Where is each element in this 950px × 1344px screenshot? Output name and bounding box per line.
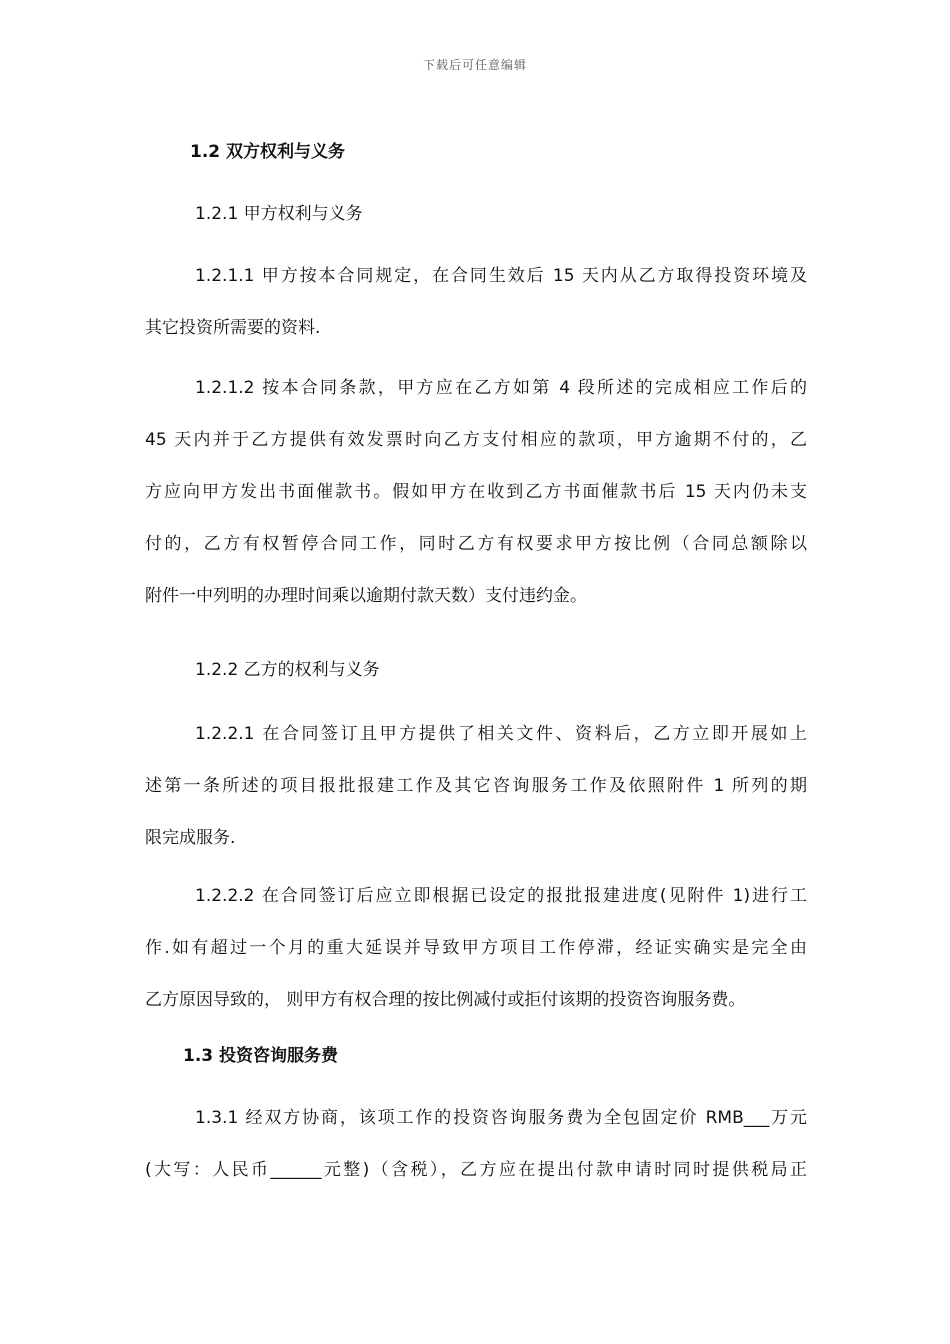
- paragraph-line: 其它投资所需要的资料.: [145, 318, 321, 338]
- paragraph-line: 1.3.1 经双方协商，该项工作的投资咨询服务费为全包固定价 RMB___万元: [195, 1108, 807, 1128]
- paragraph-line: 45 天内并于乙方提供有效发票时向乙方支付相应的款项，甲方逾期不付的，乙: [145, 430, 807, 450]
- paragraph-1-2-2-1: [145, 720, 807, 876]
- paragraph-line: 付的，乙方有权暂停合同工作，同时乙方有权要求甲方按比例（合同总额除以: [145, 534, 807, 554]
- paragraph-line: 1.2.1.1 甲方按本合同规定，在合同生效后 15 天内从乙方取得投资环境及: [195, 266, 807, 286]
- paragraph-1-2-1-1: [145, 262, 807, 366]
- paragraph-line: 乙方原因导致的， 则甲方有权合理的按比例减付或拒付该期的投资咨询服务费。: [145, 990, 746, 1010]
- paragraph-line: 方应向甲方发出书面催款书。假如甲方在收到乙方书面催款书后 15 天内仍未支: [145, 482, 807, 502]
- paragraph-line: (大写：人民币______元整)（含税），乙方应在提出付款申请时同时提供税局正: [145, 1160, 807, 1180]
- paragraph-line: 作.如有超过一个月的重大延误并导致甲方项目工作停滞，经证实确实是完全由: [145, 938, 807, 958]
- section-heading-1-2: 1.2 双方权利与义务: [190, 142, 346, 162]
- section-heading-1-2-1: 1.2.1 甲方权利与义务: [195, 204, 363, 224]
- paragraph-1-2-2-2: [145, 882, 807, 1038]
- paragraph-line: 1.2.1.2 按本合同条款，甲方应在乙方如第 4 段所述的完成相应工作后的: [195, 378, 807, 398]
- paragraph-line: 1.2.2.1 在合同签订且甲方提供了相关文件、资料后，乙方立即开展如上: [195, 724, 807, 744]
- paragraph-line: 限完成服务.: [145, 828, 236, 848]
- section-heading-1-3: 1.3 投资咨询服务费: [183, 1046, 339, 1066]
- paragraph-line: 附件一中列明的办理时间乘以逾期付款天数）支付违约金。: [145, 586, 587, 606]
- paragraph-1-3-1: [145, 1104, 807, 1208]
- page-header: 下载后可任意编辑: [422, 58, 527, 72]
- paragraph-line: 1.2.2.2 在合同签订后应立即根据已设定的报批报建进度(见附件 1)进行工: [195, 886, 807, 906]
- paragraph-line: 述第一条所述的项目报批报建工作及其它咨询服务工作及依照附件 1 所列的期: [145, 776, 807, 796]
- paragraph-1-2-1-2: [145, 374, 807, 634]
- section-heading-1-2-2: 1.2.2 乙方的权利与义务: [195, 660, 380, 680]
